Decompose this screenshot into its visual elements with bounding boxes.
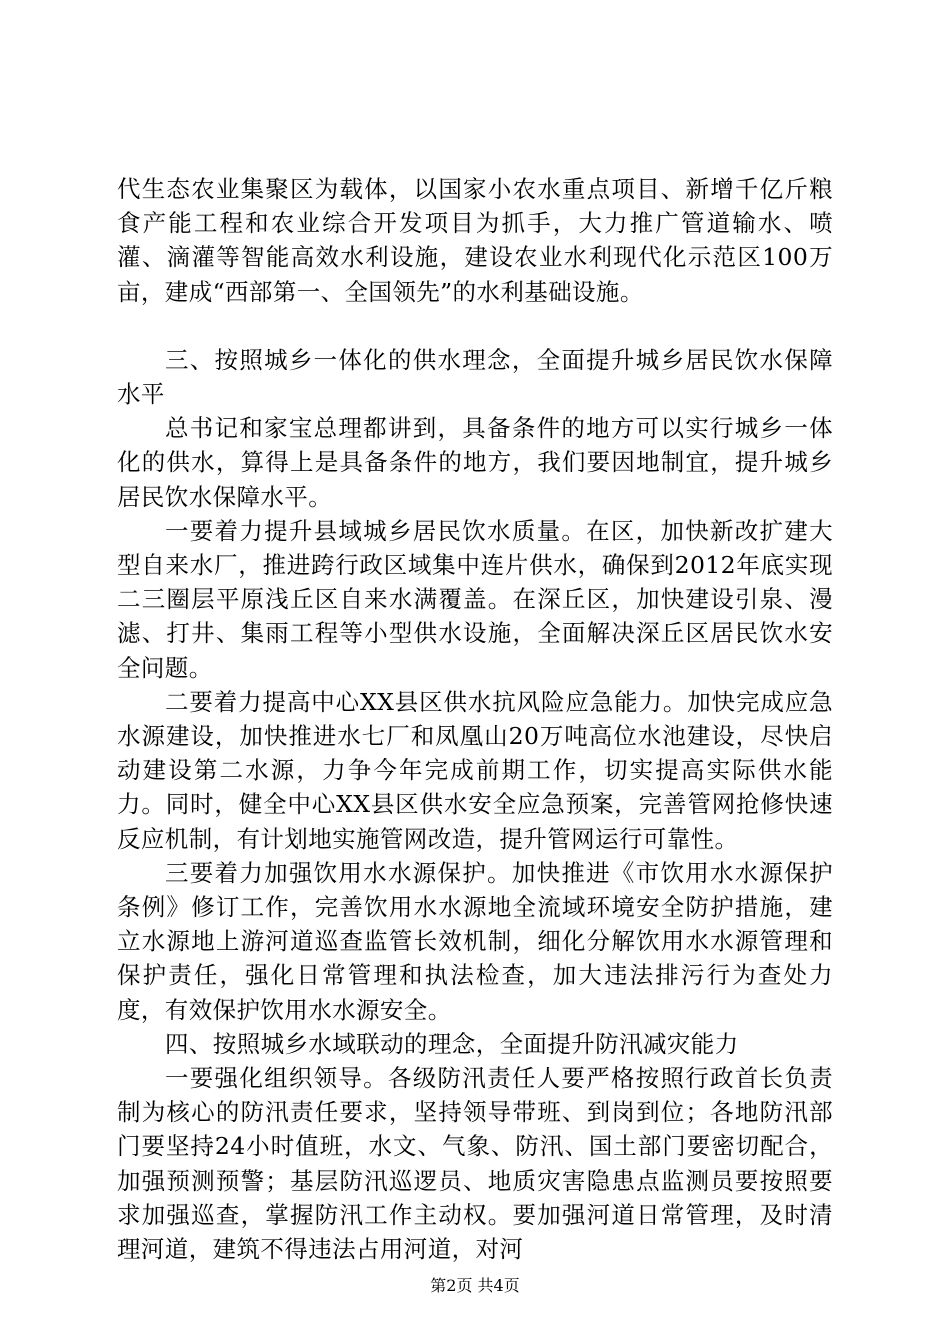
paragraph-item-3-3: 三要着力加强饮用水水源保护。加快推进《市饮用水水源保护条例》修订工作，完善饮用水水源地全流域环境安全防护措施，建立水源地上游河道巡查监管长效机制，细化分解饮用水水源管理和保护责任，强化日常管理和执法检查，加大违法排污行为查处力度，有效保护饮用水水源安全。 (117, 858, 833, 1024)
paragraph-item-3-1: 一要着力提升县域城乡居民饮水质量。在区，加快新改扩建大型自来水厂，推进跨行政区域集中连片供水，确保到2012年底实现二三圈层平原浅丘区自来水满覆盖。在深丘区，加快建设引泉、漫滤、打井、集雨工程等小型供水设施，全面解决深丘区居民饮水安全问题。 (117, 516, 833, 682)
paragraph-continuation: 代生态农业集聚区为载体，以国家小农水重点项目、新增千亿斤粮食产能工程和农业综合开发项目为抓手，大力推广管道输水、喷灌、滴灌等智能高效水利设施，建设农业水利现代化示范区100万亩，建成“西部第一、全国领先”的水利基础设施。 (117, 175, 833, 306)
section-heading-3: 三、按照城乡一体化的供水理念，全面提升城乡居民饮水保障水平 (117, 345, 833, 409)
page-number: 第2页 共4页 (430, 1276, 520, 1295)
paragraph-item-3-2: 二要着力提高中心XX县区供水抗风险应急能力。加快完成应急水源建设，加快推进水七厂和凤凰山20万吨高位水池建设，尽快启动建设第二水源，力争今年完成前期工作，切实提高实际供水能力。同时，健全中心XX县区供水安全应急预案，完善管网抢修快速反应机制，有计划地实施管网改造，提升管网运行可靠性。 (117, 687, 833, 853)
paragraph-intro-3: 总书记和家宝总理都讲到，具备条件的地方可以实行城乡一体化的供水，算得上是具备条件的地方，我们要因地制宜，提升城乡居民饮水保障水平。 (117, 414, 833, 511)
document-body (117, 172, 833, 1266)
paragraph-item-4-1: 一要强化组织领导。各级防汛责任人要严格按照行政首长负责制为核心的防汛责任要求，坚持领导带班、到岗到位；各地防汛部门要坚持24小时值班，水文、气象、防汛、国土部门要密切配合，加强预测预警；基层防汛巡逻员、地质灾害隐患点监测员要按照要求加强巡查，掌握防汛工作主动权。要加强河道日常管理，及时清理河道，建筑不得违法占用河道，对河 (117, 1064, 833, 1264)
section-heading-4: 四、按照城乡水域联动的理念，全面提升防汛减灾能力 (165, 1029, 739, 1058)
page-footer (0, 1276, 950, 1296)
